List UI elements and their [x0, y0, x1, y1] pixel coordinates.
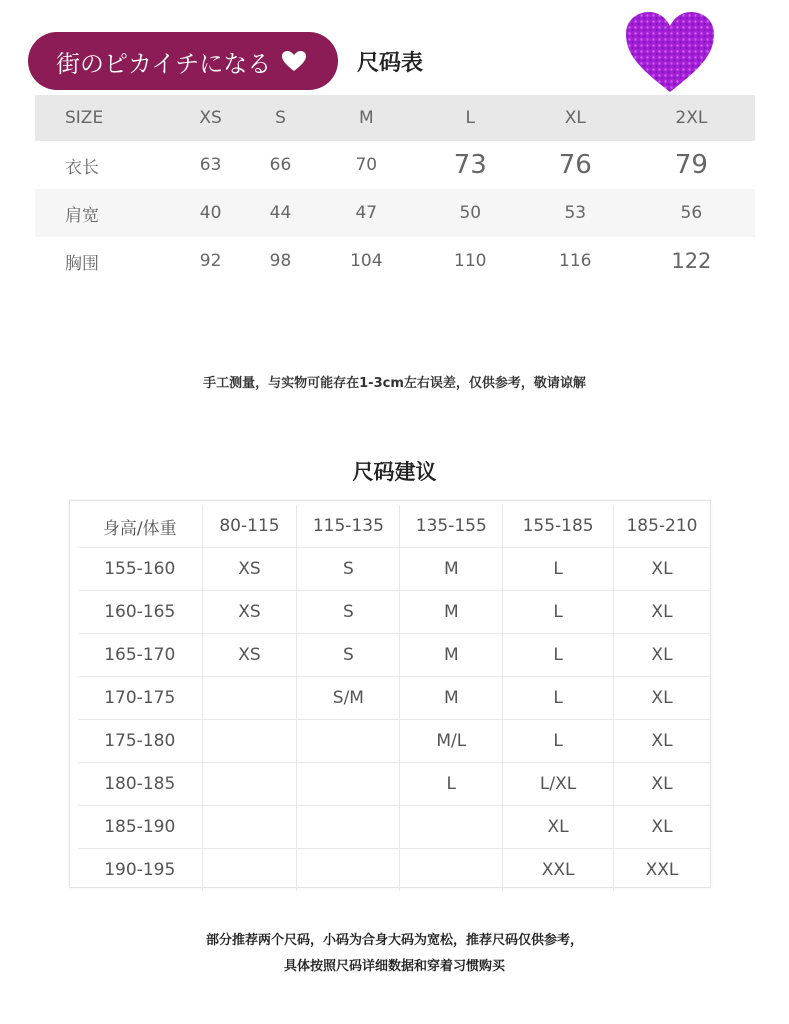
- size-cell: XS: [202, 591, 297, 634]
- recommendation-row: [78, 677, 710, 720]
- row-label: 肩宽: [35, 189, 175, 237]
- size-cell: S: [297, 634, 400, 677]
- size-cell: [297, 720, 400, 763]
- value-cell: 92: [199, 251, 222, 271]
- value-cell: 44: [246, 189, 315, 237]
- size-cell: XL: [613, 548, 710, 591]
- size-chart-row: [35, 237, 755, 285]
- size-chart-header-row: [35, 95, 755, 141]
- size-cell: [202, 763, 297, 806]
- size-cell: [202, 720, 297, 763]
- recommendation-title: 尺码建议: [352, 460, 437, 484]
- size-chart-table: [35, 95, 755, 285]
- footer-note: [0, 928, 789, 980]
- size-cell: [297, 849, 400, 892]
- footer-note-line-1: 部分推荐两个尺码，小码为合身大码为宽松，推荐尺码仅供参考，: [205, 933, 583, 948]
- size-cell: L: [400, 763, 503, 806]
- size-chart-row: [35, 189, 755, 237]
- value-cell: 116: [559, 251, 592, 271]
- recommendation-row: [78, 720, 710, 763]
- recommendation-panel: [69, 500, 711, 888]
- size-cell: XL: [613, 591, 710, 634]
- header-cell: 2XL: [628, 95, 755, 141]
- height-range-cell: 185-190: [78, 806, 202, 849]
- value-cell: 63: [199, 155, 222, 175]
- size-cell: M: [400, 634, 503, 677]
- size-cell: M: [400, 677, 503, 720]
- header-cell: 135-155: [400, 505, 503, 548]
- measurement-note: 手工测量，与实物可能存在1-3cm左右误差，仅供参考，敬请谅解: [203, 376, 586, 391]
- size-cell: L: [503, 720, 614, 763]
- footer-note-line-2: 具体按照尺码详细数据和穿着习惯购买: [283, 959, 505, 974]
- size-cell: L/XL: [503, 763, 614, 806]
- size-cell: XL: [613, 720, 710, 763]
- value-cell: 110: [454, 251, 487, 271]
- size-cell: [202, 806, 297, 849]
- header-cell: 115-135: [297, 505, 400, 548]
- height-range-cell: 190-195: [78, 849, 202, 892]
- height-range-cell: 180-185: [78, 763, 202, 806]
- header-cell: S: [246, 95, 315, 141]
- size-cell: [400, 849, 503, 892]
- row-label: 胸围: [65, 253, 99, 274]
- heart-icon: [281, 50, 307, 72]
- size-cell: L: [503, 591, 614, 634]
- value-cell: 122: [671, 249, 712, 273]
- size-cell: XL: [613, 677, 710, 720]
- header-cell: XL: [523, 95, 628, 141]
- size-cell: XXL: [645, 860, 679, 880]
- value-cell: 70: [355, 155, 378, 175]
- brand-badge-text: 街のピカイチになる: [56, 49, 272, 78]
- recommendation-row: [78, 763, 710, 806]
- size-cell: XXL: [503, 849, 614, 892]
- size-cell: M: [400, 548, 503, 591]
- size-cell: M/L: [400, 720, 503, 763]
- size-cell: XL: [613, 806, 710, 849]
- header-cell: L: [418, 95, 523, 141]
- height-range-cell: 160-165: [78, 591, 202, 634]
- size-cell: S/M: [297, 677, 400, 720]
- recommendation-header-row: [78, 505, 710, 548]
- size-cell: XL: [613, 763, 710, 806]
- size-cell: [202, 677, 297, 720]
- value-cell: 53: [523, 189, 628, 237]
- recommendation-row: [78, 591, 710, 634]
- value-cell: 50: [418, 189, 523, 237]
- size-chart-row: [35, 141, 755, 189]
- size-cell: [202, 849, 297, 892]
- purple-heart-icon: [622, 8, 718, 94]
- value-cell: 73: [453, 150, 487, 180]
- height-range-cell: 175-180: [78, 720, 202, 763]
- size-cell: L: [503, 634, 614, 677]
- value-cell: 104: [350, 251, 383, 271]
- size-cell: L: [503, 677, 614, 720]
- size-cell: XL: [503, 806, 614, 849]
- size-cell: XS: [202, 634, 297, 677]
- value-cell: 98: [269, 251, 292, 271]
- recommendation-row: [78, 849, 710, 892]
- size-cell: S: [297, 548, 400, 591]
- header-cell: 身高/体重: [78, 505, 202, 548]
- size-cell: [400, 806, 503, 849]
- value-cell: 47: [315, 189, 418, 237]
- row-label: 衣长: [65, 157, 99, 178]
- recommendation-row: [78, 634, 710, 677]
- size-cell: S: [297, 591, 400, 634]
- recommendation-table: [78, 505, 710, 891]
- value-cell: 76: [558, 150, 592, 180]
- header-cell: 185-210: [613, 505, 710, 548]
- header-cell: SIZE: [35, 95, 175, 141]
- size-cell: [297, 806, 400, 849]
- header-cell: XS: [175, 95, 246, 141]
- height-range-cell: 155-160: [78, 548, 202, 591]
- size-cell: M: [400, 591, 503, 634]
- header-cell: 80-115: [202, 505, 297, 548]
- size-chart-title: 尺码表: [357, 51, 424, 76]
- size-cell: L: [503, 548, 614, 591]
- size-cell: XL: [613, 634, 710, 677]
- height-range-cell: 165-170: [78, 634, 202, 677]
- size-cell: XS: [202, 548, 297, 591]
- height-range-cell: 170-175: [78, 677, 202, 720]
- value-cell: 56: [628, 189, 755, 237]
- size-cell: [297, 763, 400, 806]
- recommendation-row: [78, 806, 710, 849]
- value-cell: 40: [175, 189, 246, 237]
- value-cell: 66: [269, 155, 292, 175]
- recommendation-row: [78, 548, 710, 591]
- value-cell: 79: [674, 150, 708, 180]
- brand-badge: [28, 32, 338, 90]
- header-cell: 155-185: [503, 505, 614, 548]
- header-cell: M: [315, 95, 418, 141]
